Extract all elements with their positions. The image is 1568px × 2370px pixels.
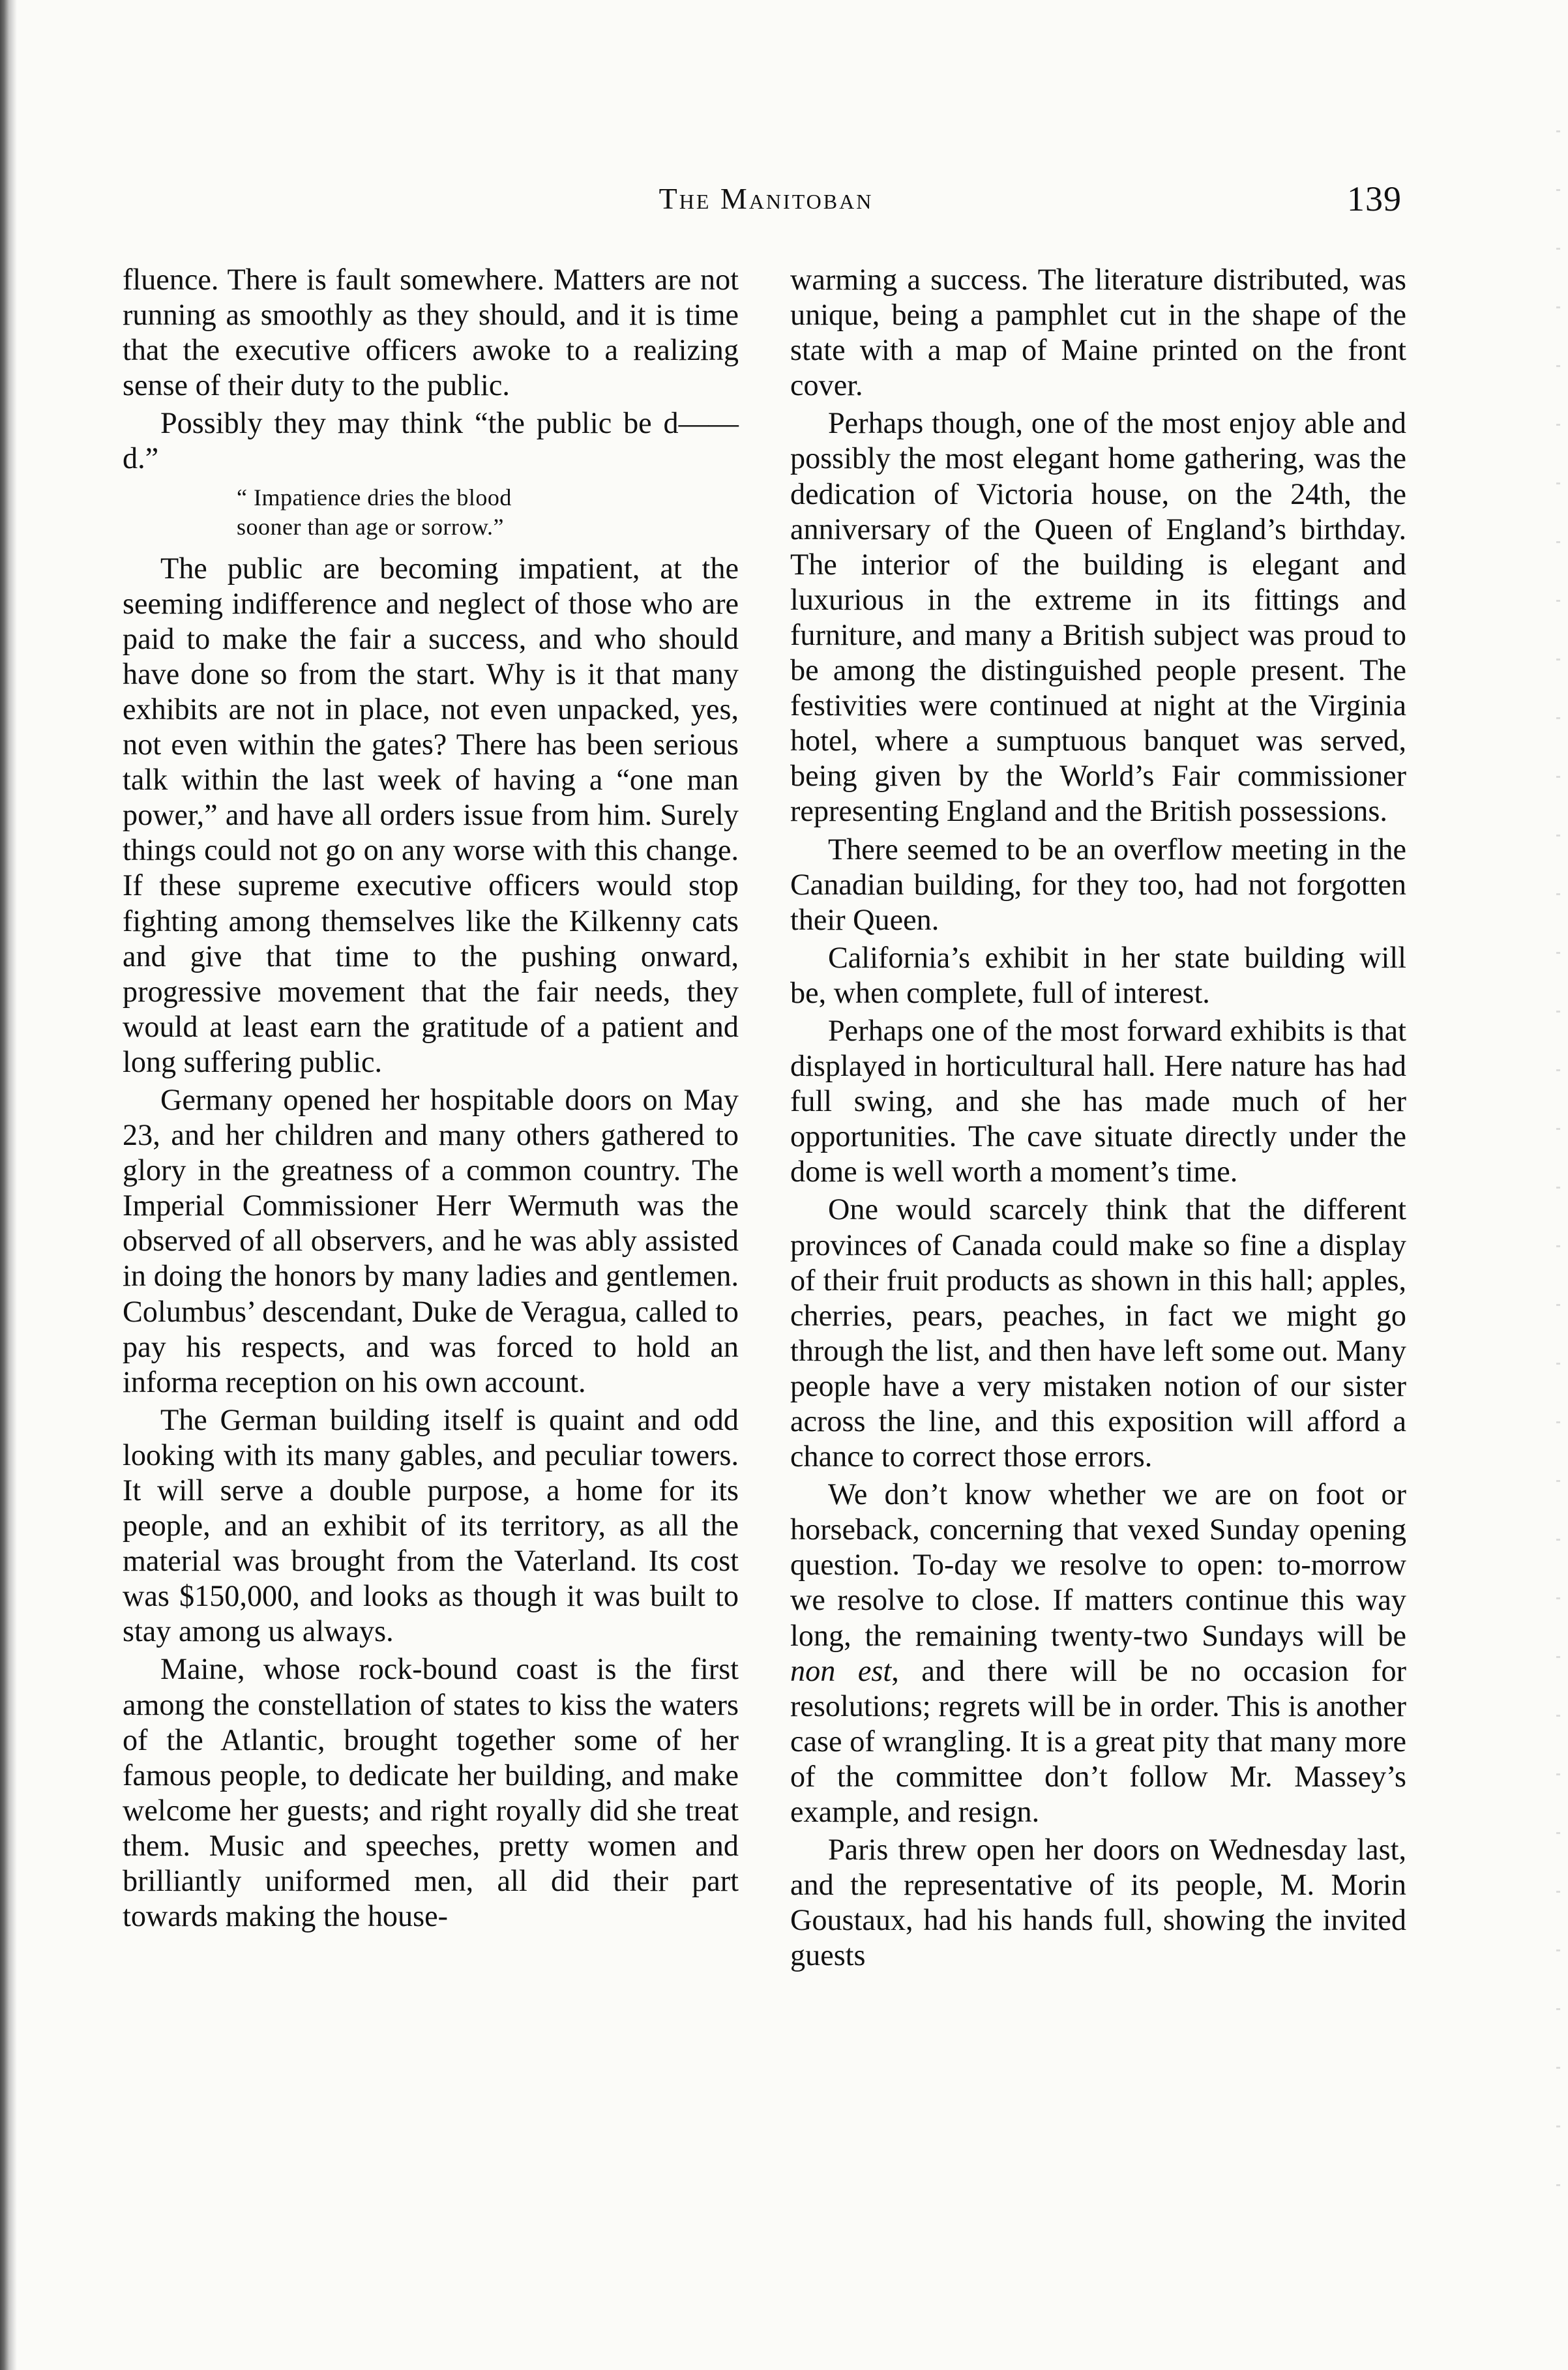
- right-paragraph-7-start: We don’t know whether we are on foot or horseback, concerning that vexed Sunday opening question. To-day we resolve to open: to-morrow we resolve to close. If matters continue this way long, the remaining twenty-two Sundays will be: [790, 1477, 1406, 1652]
- epigraph-line-1: “ Impatience dries the blood: [237, 484, 512, 511]
- right-paragraph-6: One would scarcely think that the different provinces of Canada could make so fine a display of their fruit products as shown in this hall; apples, cherries, pears, peaches, in fact we might go through the list, and then have left some out. Many people have a very mistaken notion of our sister across the line, and this exposition will afford a chance to correct those errors.: [790, 1192, 1406, 1474]
- right-paragraph-4: California’s exhibit in her state building will be, when complete, full of interest.: [790, 940, 1406, 1009]
- left-paragraph-5: The German building itself is quaint and odd looking with its many gables, and peculiar towers. It will serve a double purpose, a home for its people, and an exhibit of its territory, as all the material was brought from the Vaterland. Its cost was $150,000, and looks as though it was built to stay among us always.: [123, 1402, 739, 1648]
- left-paragraph-2: Possibly they may think “the public be d——d.”: [123, 406, 739, 475]
- right-paragraph-7-end: , and there will be no occasion for resolutions; regrets will be in order. This is another case of wrangling. It is a great pity that many more of the committee don’t follow Mr. Massey’s example, and resign.: [790, 1653, 1406, 1829]
- page-edge-marks: [1556, 130, 1560, 2217]
- right-paragraph-5: Perhaps one of the most forward exhibits is that displayed in horticultural hall. Here nature has had full swing, and she has made much of her opportunities. The cave situate directly under the dome is well worth a moment’s time.: [790, 1013, 1406, 1189]
- left-paragraph-1: fluence. There is fault somewhere. Matters are not running as smoothly as they should, and it is time that the executive officers awoke to a realizing sense of their duty to the public.: [123, 263, 739, 402]
- left-paragraph-3: The public are becoming impatient, at the seeming indifference and neglect of those who are paid to make the fair a success, and who should have done so from the start. Why is it that many exhibits are not in place, not even unpacked, yes, not even within the gates? There has been serious talk within the last week of having a “one man power,” and have all orders issue from him. Surely things could not go on any worse with this change. If these supreme executive officers would stop fighting among themselves like the Kilkenny cats and give that time to the pushing onward, progressive movement that the fair needs, they would at least earn the gratitude of a patient and long suffering public.: [123, 551, 739, 1078]
- left-paragraph-4: Germany opened her hospitable doors on May 23, and her children and many others gathered to glory in the greatness of a common country. The Imperial Commissioner Herr Wermuth was the observed of all observers, and he was ably assisted in doing the honors by many ladies and gentlemen. Columbus’ descendant, Duke de Veragua, called to pay his respects, and was forced to hold an informa reception on his own account.: [123, 1082, 739, 1399]
- left-column: [123, 262, 739, 1936]
- right-column: [790, 262, 1406, 1976]
- right-paragraph-3: There seemed to be an overflow meeting in the Canadian building, for they too, had not forgotten their Queen.: [790, 832, 1406, 936]
- right-paragraph-8: Paris threw open her doors on Wednesday last, and the representative of its people, M. Morin Goustaux, had his hands full, showing the invited guests: [790, 1833, 1406, 1972]
- page-number: 139: [1347, 179, 1402, 218]
- epigraph-line-2: sooner than age or sorrow.”: [237, 513, 505, 540]
- right-paragraph-2: Perhaps though, one of the most enjoy able and possibly the most elegant home gathering, was the dedication of Victoria house, on the 24th, the anniversary of the Queen of England’s birthday. The interior of the building is elegant and luxurious in the extreme in its fittings and furniture, and many a British subject was proud to be among the distinguished people present. The festivities were continued at night at the Virginia hotel, where a sumptuous banquet was served, being given by the World’s Fair commissioner representing England and the British possessions.: [790, 406, 1406, 828]
- epigraph-quote: [237, 483, 739, 542]
- page-binding-edge: [0, 0, 17, 2370]
- right-paragraph-7: [790, 1477, 1406, 1829]
- left-paragraph-6: Maine, whose rock-bound coast is the first among the constellation of states to kiss the waters of the Atlantic, brought together some of her famous people, to dedicate her building, and make welcome her guests; and right royally did she treat them. Music and speeches, pretty women and brilliantly uniformed men, all did their part towards making the house-: [123, 1652, 739, 1933]
- right-paragraph-1: warming a success. The literature distributed, was unique, being a pamphlet cut in the shape of the state with a map of Maine printed on the front cover.: [790, 263, 1406, 402]
- running-title: The Manitoban: [658, 182, 874, 215]
- right-paragraph-7-italic: non est: [790, 1653, 892, 1687]
- running-head: [124, 181, 1408, 227]
